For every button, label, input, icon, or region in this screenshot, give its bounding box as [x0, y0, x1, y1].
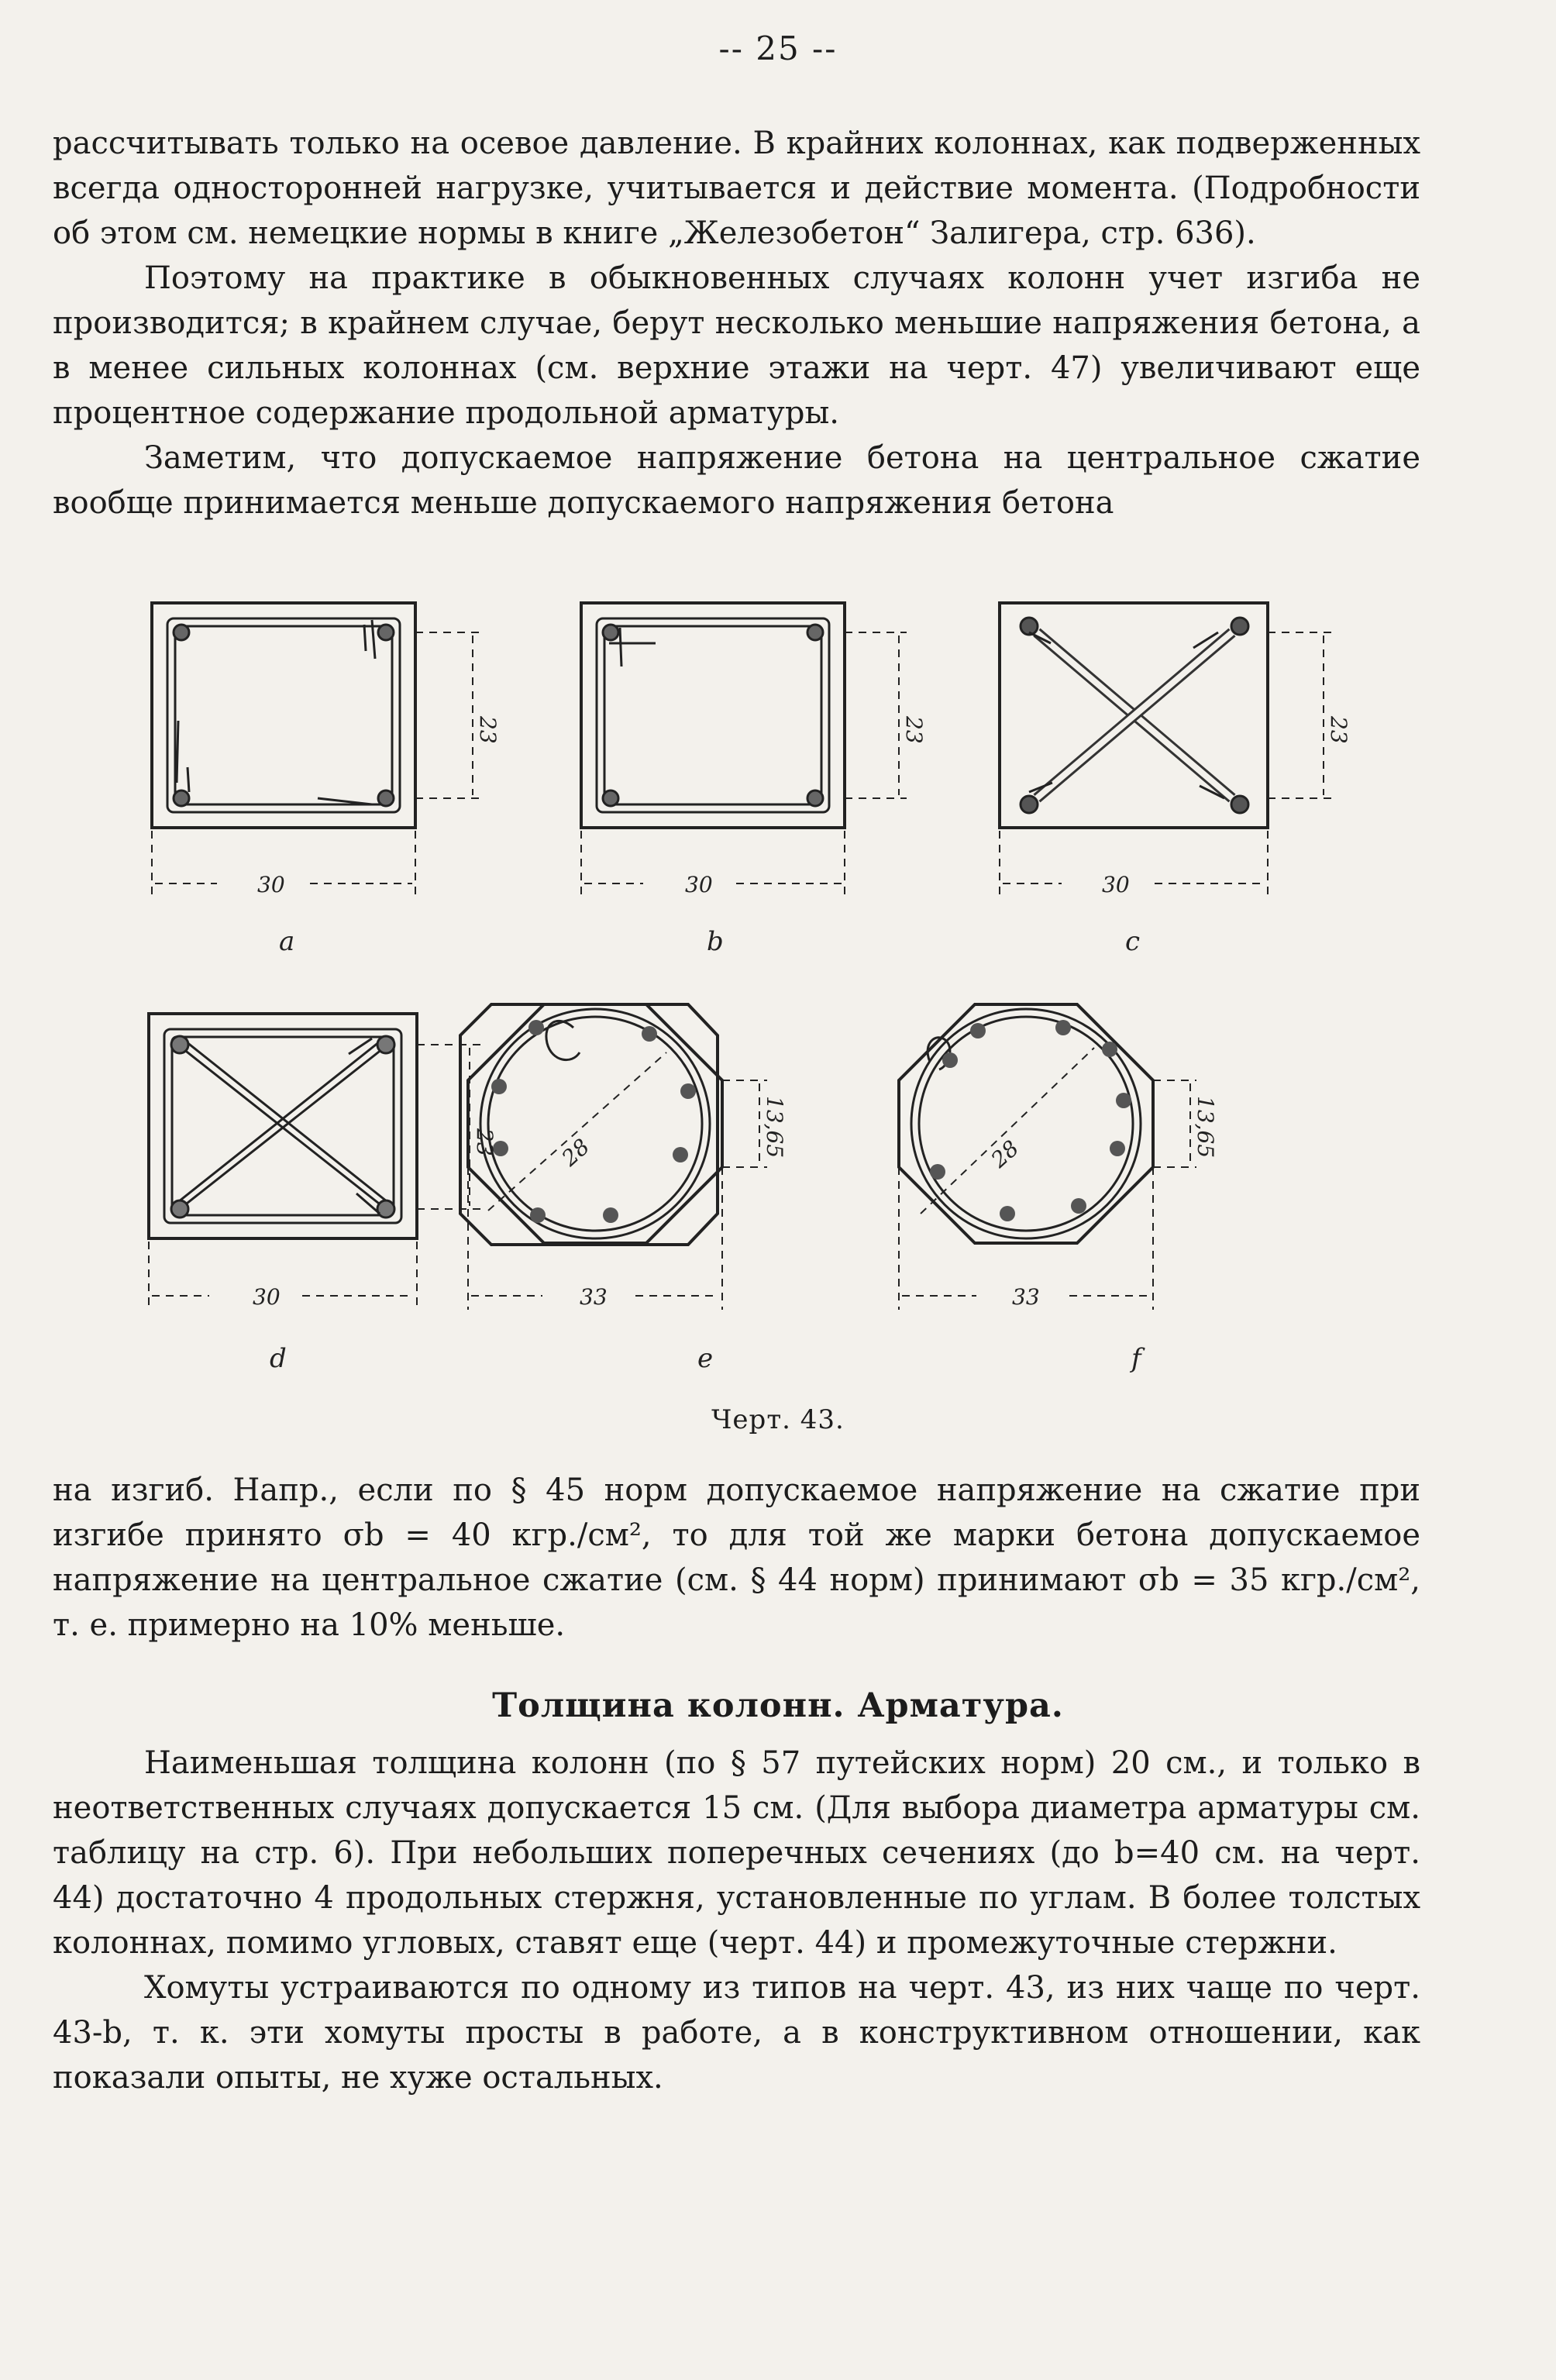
panel-label-f: f	[1131, 1343, 1141, 1374]
paragraph: Поэтому на практике в обыкновенных случаях колонн учет изгиба не производится; в крайнем случае, берут несколько меньшие напряжения бетона, а в менее сильных колоннах (см. верхние этажи на черт. 47) увеличивают еще процентное содержание продольной арматуры.	[53, 260, 1420, 431]
paragraph-block-bottom	[53, 1741, 1420, 2100]
column-section-f	[899, 1004, 1153, 1243]
column-section-a	[152, 603, 415, 828]
figure-43	[124, 589, 1364, 1449]
dim-width-e: 33	[580, 1284, 608, 1310]
dim-diameter-f: 28	[986, 1135, 1024, 1173]
panel-label-a: a	[279, 926, 295, 957]
column-section-b	[581, 603, 845, 828]
paragraph: Хомуты устраиваются по одному из типов на черт. 43, из них чаще по черт. 43-b, т. к. эти хомуты просты в работе, а в конструктивном отношении, как показали опыты, не хуже остальных.	[53, 1970, 1420, 2096]
figure-drawing	[124, 589, 1364, 1449]
dim-width-b: 30	[685, 872, 713, 897]
panel-label-c: c	[1125, 926, 1141, 957]
dim-width-f: 33	[1012, 1284, 1040, 1310]
dim-diameter-e: 28	[556, 1133, 595, 1172]
figure-caption: Черт. 43.	[711, 1404, 845, 1435]
page-number: -- 25 --	[718, 29, 838, 67]
dim-height-e: 13,65	[762, 1096, 787, 1159]
panel-label-b: b	[707, 926, 724, 957]
dim-width-c: 30	[1102, 872, 1130, 897]
panel-label-d: d	[270, 1343, 287, 1374]
dim-width-a: 30	[257, 872, 285, 897]
paragraph: Заметим, что допускаемое напряжение бетона на центральное сжатие вообще принимается меньше допускаемого напряжения бетона	[53, 440, 1420, 521]
column-section-d	[149, 1014, 417, 1238]
dim-height-f: 13,65	[1193, 1096, 1218, 1159]
paragraph-block-middle	[53, 1468, 1420, 1648]
section-heading: Толщина колонн. Арматура.	[492, 1686, 1064, 1725]
dim-height-b: 23	[901, 716, 927, 744]
paragraph: на изгиб. Напр., если по § 45 норм допускаемое напряжение на сжатие при изгибе принято σb = 40 кгр./см², то для той же марки бетона допускаемое напряжение на центральное сжатие (см. § 44 норм) принимают σb = 35 кгр./см², т. е. примерно на 10% меньше.	[53, 1472, 1420, 1643]
dim-height-d: 23	[472, 1128, 497, 1156]
paragraph-block-top	[53, 121, 1420, 525]
column-section-e	[460, 1004, 722, 1245]
paragraph: Наименьшая толщина колонн (по § 57 путейских норм) 20 см., и только в неответственных случаях допускается 15 см. (Для выбора диаметра арматуры см. таблицу на стр. 6). При небольших поперечных сечениях (до b=40 см. на черт. 44) достаточно 4 продольных стержня, установленные по углам. В более толстых колоннах, помимо угловых, ставят еще (черт. 44) и промежуточные стержни.	[53, 1745, 1420, 1961]
column-section-c	[1000, 603, 1268, 828]
dim-height-a: 23	[475, 716, 501, 744]
dim-width-d: 30	[253, 1284, 281, 1310]
panel-label-e: e	[697, 1343, 714, 1374]
paragraph: рассчитывать только на осевое давление. В крайних колоннах, как подверженных всегда односторонней нагрузке, учитывается и действие момента. (Подробности об этом см. немецкие нормы в книге „Железобетон“ Залигера, стр. 636).	[53, 126, 1420, 251]
dim-height-c: 23	[1326, 716, 1351, 744]
